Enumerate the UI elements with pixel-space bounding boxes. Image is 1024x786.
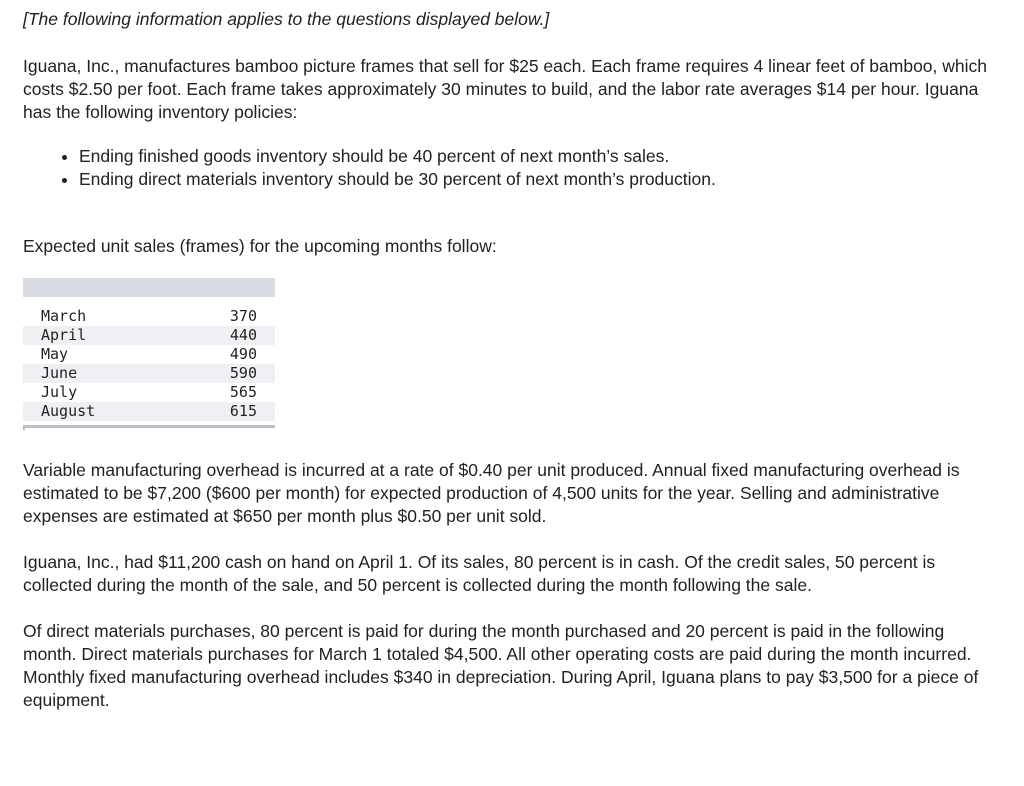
table-header-bar [23,278,275,297]
policy-finished-goods: • Ending finished goods inventory should be 40 percent of next month’s sales. [79,145,1003,168]
inventory-policies-list [23,145,1003,191]
payments-paragraph: Of direct materials purchases, 80 percent is paid for during the month purchased and 20 percent is paid in the following month. Direct materials purchases for March 1 totaled $4,500. All other operating costs are paid during the month incurred. Monthly fixed manufacturing overhead includes $340 in depreciation. During April, Iguana plans to pay $3,500 for a piece of equipment. [23,621,979,710]
month-cell: July [23,383,191,402]
units-cell: 370 [191,307,275,326]
units-cell: 565 [191,383,275,402]
units-cell: 590 [191,364,275,383]
month-cell: August [23,402,191,421]
table-footer-bar [23,425,275,430]
table-row [23,345,275,364]
table-row [23,326,275,345]
table-spacer [23,297,275,307]
company-description: Iguana, Inc., manufactures bamboo picture frames that sell for $25 each. Each frame requires 4 linear feet of bamboo, which costs $2.50 per foot. Each frame takes approximately 30 minutes to build, and the labor rate averages $14 per hour. Iguana has the following inventory policies: [23,56,987,122]
month-cell: May [23,345,191,364]
table-row [23,402,275,421]
expected-sales-table [23,297,275,421]
table-row [23,364,275,383]
month-cell: April [23,326,191,345]
units-cell: 490 [191,345,275,364]
sales-table-container [23,278,275,430]
cost-details [23,459,983,712]
intro-note: [The following information applies to the questions displayed below.] [23,9,550,29]
table-row [23,383,275,402]
table-row [23,307,275,326]
expected-sales-label: Expected unit sales (frames) for the upcoming months follow: [23,236,497,256]
month-cell: June [23,364,191,383]
units-cell: 440 [191,326,275,345]
month-cell: March [23,307,191,326]
overhead-paragraph: Variable manufacturing overhead is incurred at a rate of $0.40 per unit produced. Annual fixed manufacturing overhead is estimated to be $7,200 ($600 per month) for expected production of 4,500 units for the year. Selling and administrative expenses are estimated at $650 per month plus $0.50 per unit sold. [23,460,960,526]
problem-header [23,8,1003,258]
units-cell: 615 [191,402,275,421]
cash-collections-paragraph: Iguana, Inc., had $11,200 cash on hand on April 1. Of its sales, 80 percent is in cash. Of the credit sales, 50 percent is collected during the month of the sale, and 50 percent is collected during the month following the sale. [23,552,936,595]
policy-direct-materials: • Ending direct materials inventory should be 30 percent of next month’s production. [79,168,1003,191]
